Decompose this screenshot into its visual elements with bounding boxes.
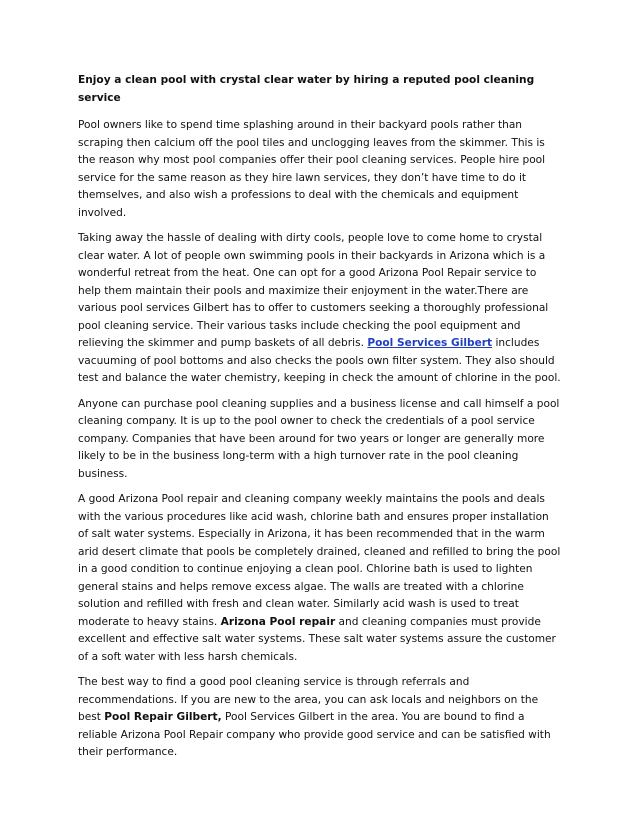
pool-repair-gilbert-bold: Pool Repair Gilbert, — [104, 711, 222, 723]
arizona-pool-repair-bold: Arizona Pool repair — [220, 615, 336, 628]
paragraph-3: Anyone can purchase pool cleaning supplies and a business license and call himself a pool cleaning company. It is up to the pool owner to check the credentials of a pool service company. Companies that have been around for two years or longer are generally more likely to be in the business long-term with a high turnover rate in the pool cleaning business. — [78, 397, 560, 480]
paragraph-5-text-after: Pool Services Gilbert in the area. You are bound to find a reliable Arizona Pool Repair company who provide good service and can be satisfied with their performance. — [78, 711, 551, 758]
paragraph-5-text-before: The best way to find a good pool cleaning service is through referrals and recommendations. If you are new to the area, you can ask locals and neighbors on the best — [78, 676, 539, 723]
paragraph-2-text-before: Taking away the hassle of dealing with dirty cools, people love to come home to crystal clear water. A lot of people own swimming pools in their backyards in Arizona which is a wonderful retreat from the heat. One can opt for a good Arizona Pool Repair service to help them maintain their pools and maximize their enjoyment in the water.There are various pool services Gilbert has to offer to customers seeking a thoroughly professional pool cleaning service. Their various tasks include checking the pool equipment and relieving the skimmer and pump baskets of all debris. — [78, 232, 549, 349]
paragraph-4 — [78, 491, 562, 666]
paragraph-2-text-after: includes vacuuming of pool bottoms and also checks the pools own filter system. They also should test and balance the water chemistry, keeping in check the amount of chlorine in the pool. — [78, 337, 561, 384]
paragraph-2 — [78, 230, 562, 388]
paragraph-4-text-before: A good Arizona Pool repair and cleaning company weekly maintains the pools and deals with the various procedures like acid wash, chlorine bath and ensures proper installation of salt water systems. Especially in Arizona, it has been recommended that in the warm arid desert climate that pools be completely drained, cleaned and refilled to bring the pool in a good condition to continue enjoying a clean pool. Chlorine bath is used to lighten general stains and helps remove excess algae. The walls are treated with a chlorine solution and refilled with fresh and clean water. Similarly acid wash is used to treat moderate to heavy stains. — [78, 493, 561, 628]
paragraph-4-text-after: and cleaning companies must provide excellent and effective salt water systems. These salt water systems assure the customer of a soft water with less harsh chemicals. — [78, 615, 556, 663]
paragraph-1: Pool owners like to spend time splashing around in their backyard pools rather than scraping then calcium off the pool tiles and unclogging leaves from the skimmer. This is the reason why most pool companies offer their pool cleaning services. People hire pool service for the same reason as they hire lawn services, they don’t have time to do it themselves, and also wish a professions to deal with the chemicals and equipment involved. — [78, 119, 546, 219]
pool-services-gilbert-link[interactable]: Pool Services Gilbert — [367, 337, 493, 349]
document-page — [78, 72, 562, 770]
document-title: Enjoy a clean pool with crystal clear water by hiring a reputed pool cleaning service — [78, 74, 535, 104]
paragraph-5 — [78, 674, 562, 762]
